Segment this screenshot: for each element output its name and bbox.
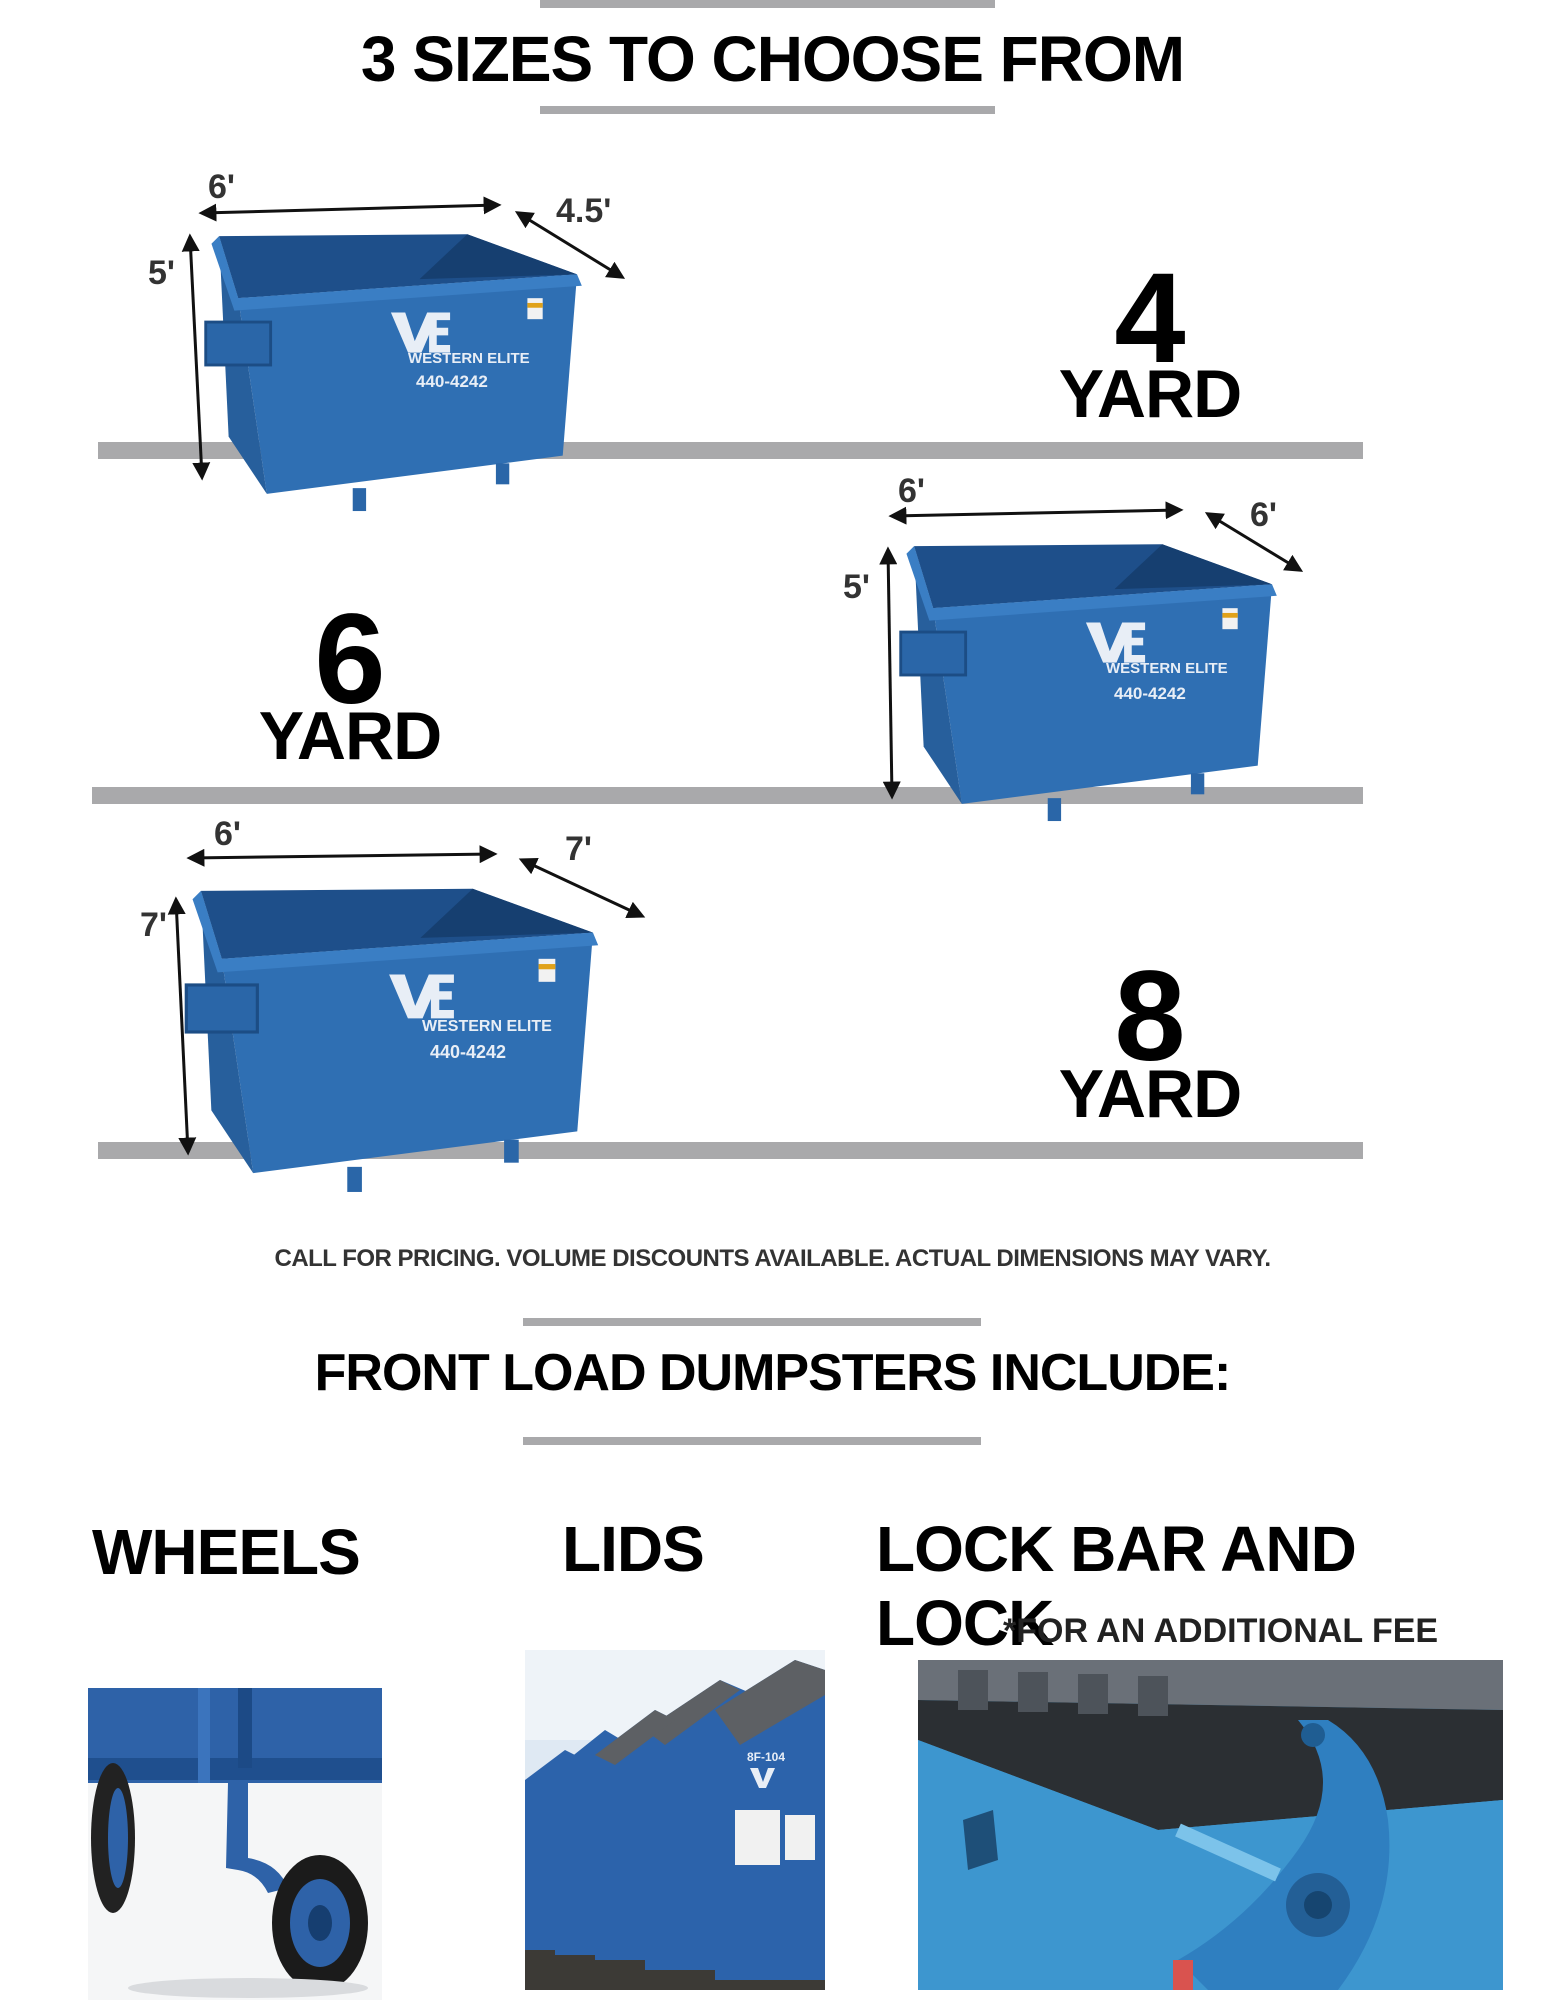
dimension-width-4-yard: 6' [208, 168, 235, 206]
size-unit-8: YARD [1058, 1056, 1242, 1132]
bin-phone-label: 440-4242 [1114, 684, 1186, 703]
size-number-6: 6 [314, 588, 386, 731]
bin-brand-label: WESTERN ELITE [1106, 660, 1228, 677]
dimension-depth-8-yard: 7' [565, 830, 592, 868]
feature-lids-label: LIDS [562, 1513, 704, 1585]
bin-brand-label: WESTERN ELITE [408, 350, 530, 367]
bin-phone-label: 440-4242 [416, 372, 488, 391]
lids-photo [525, 1650, 825, 1990]
dimension-arrows-8-yard [170, 840, 650, 1170]
dimension-height-6-yard: 5' [843, 568, 870, 606]
size-unit-4: YARD [1058, 356, 1242, 432]
includes-title: FRONT LOAD DUMPSTERS INCLUDE: [314, 1344, 1231, 1402]
includes-top-rule [523, 1318, 981, 1326]
dimension-height-4-yard: 5' [148, 254, 175, 292]
bin-brand-label: WESTERN ELITE [422, 1018, 552, 1035]
dimension-depth-6-yard: 6' [1250, 496, 1277, 534]
dimension-height-8-yard: 7' [140, 906, 167, 944]
header-bottom-rule [540, 106, 995, 114]
bin-phone-label: 440-4242 [430, 1042, 507, 1062]
additional-fee-note: *FOR AN ADDITIONAL FEE [1003, 1612, 1439, 1650]
dimension-width-6-yard: 6' [898, 472, 925, 510]
wheels-photo [88, 1688, 382, 2000]
feature-wheels-label: WHEELS [92, 1516, 360, 1588]
dimension-width-8-yard: 6' [214, 815, 241, 853]
feature-lock-label: LOCK BAR AND LOCK [876, 1513, 1356, 1659]
lids-photo-bin-number: 8F-104 [747, 1750, 786, 1764]
header-top-rule [540, 0, 995, 8]
size-number-8: 8 [1114, 945, 1186, 1088]
page-title: 3 SIZES TO CHOOSE FROM [360, 23, 1185, 95]
dimension-arrows-4-yard [180, 195, 630, 495]
lock-bar-photo [918, 1660, 1503, 1990]
includes-bottom-rule [523, 1437, 981, 1445]
dimension-arrows-6-yard [880, 500, 1330, 810]
pricing-note: CALL FOR PRICING. VOLUME DISCOUNTS AVAILABLE. ACTUAL DIMENSIONS MAY VARY. [274, 1245, 1271, 1272]
dimension-depth-4-yard: 4.5' [556, 192, 612, 230]
size-unit-6: YARD [258, 698, 442, 774]
size-number-4: 4 [1114, 247, 1186, 390]
